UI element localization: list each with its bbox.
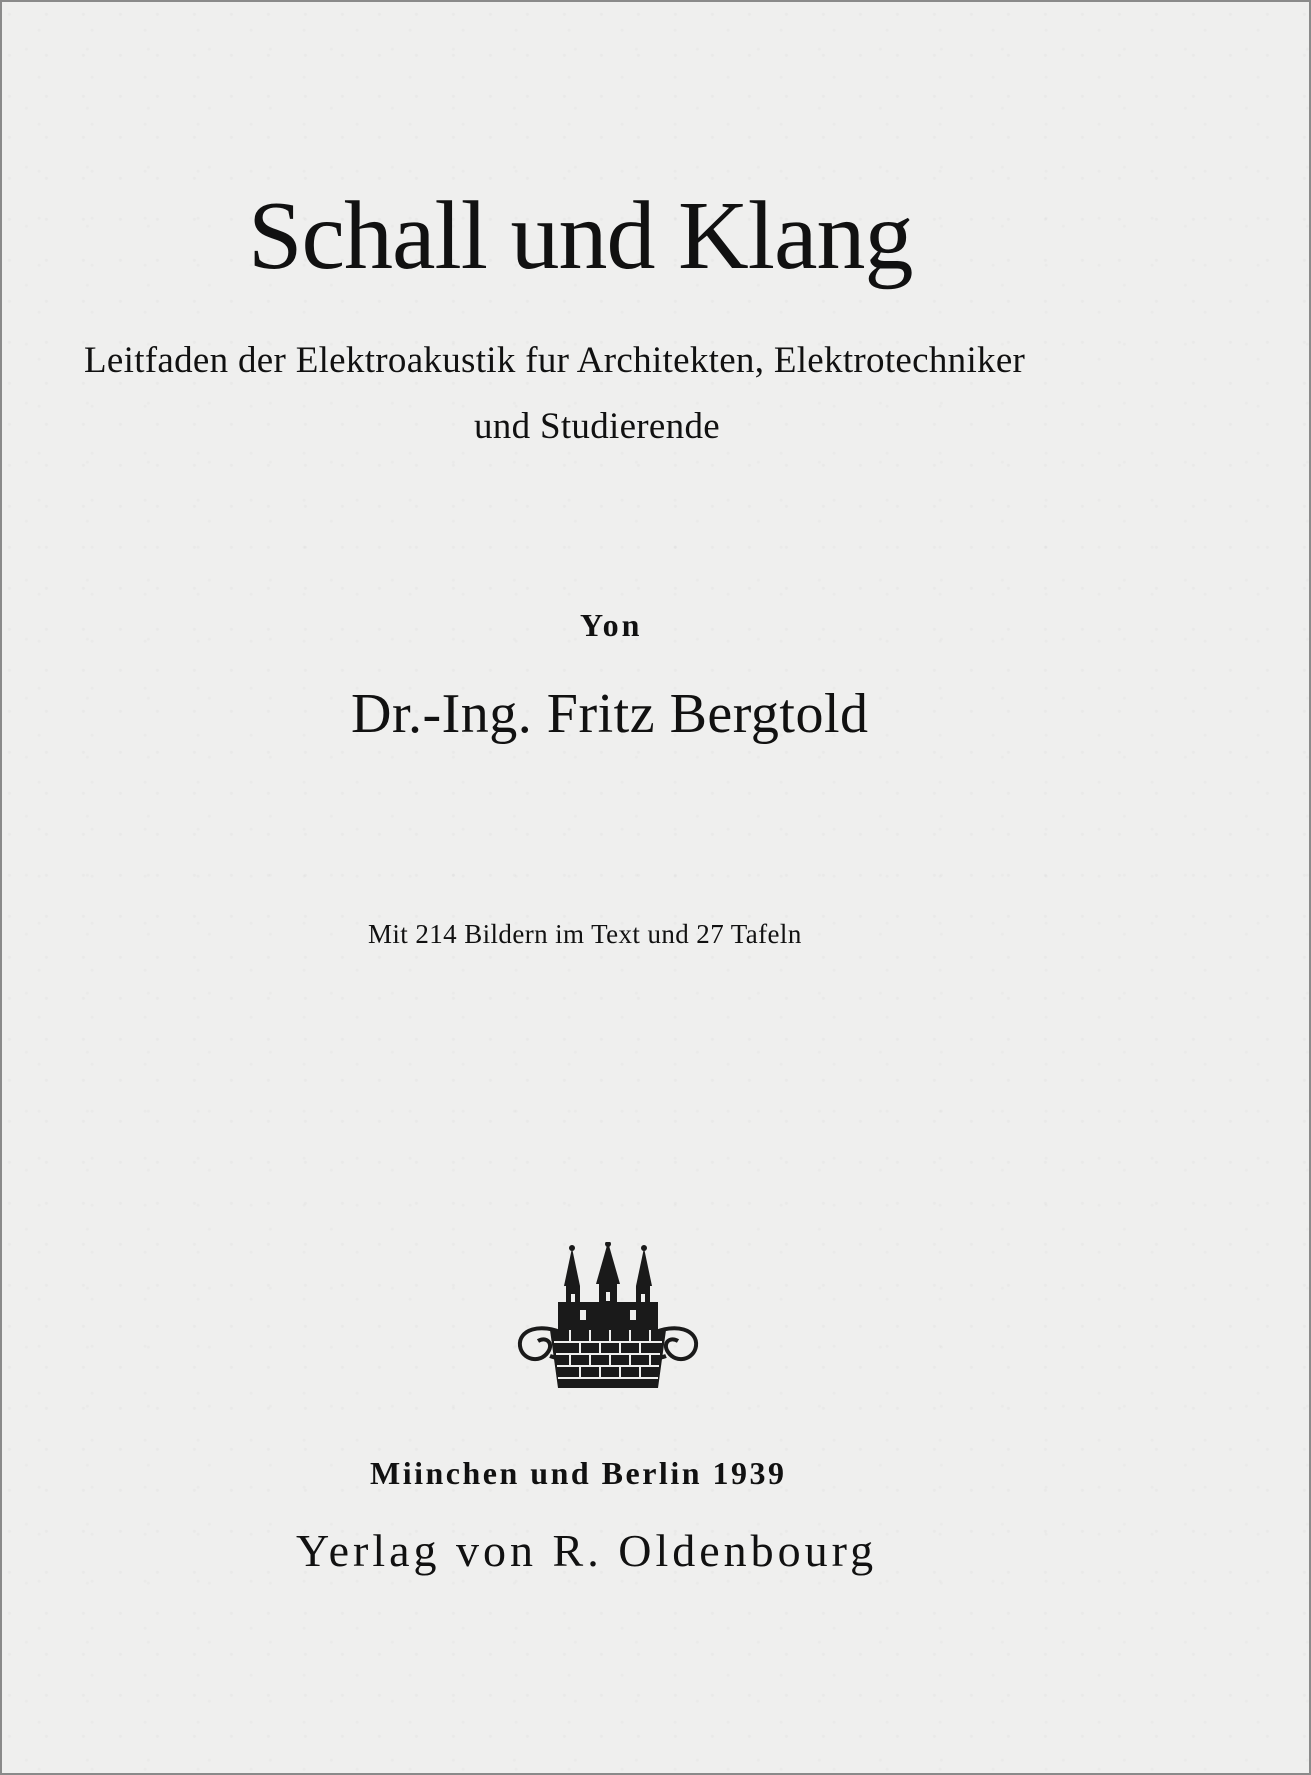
book-subtitle-line-2: und Studierende [474, 406, 720, 447]
place-and-year: Miinchen und Berlin 1939 [370, 1455, 787, 1491]
by-label: Yon [580, 607, 643, 643]
book-title: Schall und Klang [248, 182, 913, 290]
publisher-name: Yerlag von R. Oldenbourg [296, 1525, 878, 1576]
author-name: Dr.-Ing. Fritz Bergtold [351, 683, 869, 745]
figures-note: Mit 214 Bildern im Text und 27 Tafeln [368, 919, 802, 949]
castle-emblem-icon [510, 1242, 706, 1392]
book-subtitle-line-1: Leitfaden der Elektroakustik fur Architekten, Elektrotechniker [84, 340, 1026, 381]
